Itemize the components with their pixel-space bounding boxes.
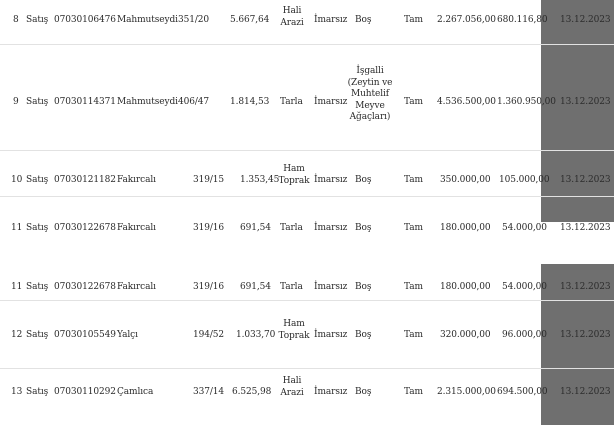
land-quality: Tarla	[280, 223, 303, 233]
estimated-value: 320.000,00	[440, 330, 491, 340]
occupancy: Boş	[355, 330, 372, 340]
estimated-value: 350.000,00	[440, 175, 491, 185]
occupancy: Boş	[355, 387, 372, 397]
occupancy: İşgalli (Zeytin ve Muhtelif Meyve Ağaçları)	[347, 66, 393, 122]
row-number: 9	[13, 97, 19, 107]
ada-number: 07030122678	[54, 223, 116, 233]
share: Tam	[404, 387, 423, 397]
auction-date: 13.12.2023	[560, 282, 611, 292]
parcel: 351/20	[178, 15, 210, 25]
occupancy: Boş	[355, 15, 372, 25]
estimated-value: 180.000,00	[440, 223, 491, 233]
land-quality: Hali Arazi	[280, 6, 304, 28]
estimated-value: 2.315.000,00	[437, 387, 496, 397]
guarantee: 1.360.950,00	[497, 97, 556, 107]
zoning: İmarsız	[314, 15, 348, 25]
area: 1.353,45	[240, 175, 280, 185]
auction-date: 13.12.2023	[560, 175, 611, 185]
guarantee: 96.000,00	[502, 330, 547, 340]
auction-date: 13.12.2023	[560, 15, 611, 25]
auction-date: 13.12.2023	[560, 387, 611, 397]
share: Tam	[404, 97, 423, 107]
ada-number: 07030105549	[54, 330, 116, 340]
parcel: 319/16	[193, 223, 225, 233]
zoning: İmarsız	[314, 387, 348, 397]
guarantee: 680.116,80	[497, 15, 548, 25]
neighborhood: Fakırcalı	[117, 223, 156, 233]
ada-number: 07030121182	[54, 175, 116, 185]
area: 691,54	[240, 282, 271, 292]
ada-number: 07030122678	[54, 282, 116, 292]
share: Tam	[404, 15, 423, 25]
area: 1.033,70	[236, 330, 276, 340]
ada-number: 07030110292	[54, 387, 116, 397]
area: 6.525,98	[232, 387, 272, 397]
occupancy: Boş	[355, 282, 372, 292]
zoning: İmarsız	[314, 175, 348, 185]
guarantee: 54.000,00	[502, 223, 547, 233]
transaction-type: Satış	[26, 15, 49, 25]
transaction-type: Satış	[26, 175, 49, 185]
row-divider	[0, 300, 614, 301]
parcel: 319/15	[193, 175, 225, 185]
land-quality: Hali Arazi	[280, 376, 304, 398]
occupancy: Boş	[355, 223, 372, 233]
zoning: İmarsız	[314, 223, 348, 233]
land-quality: Ham Toprak	[278, 319, 310, 341]
parcel: 337/14	[193, 387, 225, 397]
zoning: İmarsız	[314, 97, 348, 107]
land-quality: Tarla	[280, 97, 303, 107]
guarantee: 694.500,00	[497, 387, 548, 397]
zoning: İmarsız	[314, 282, 348, 292]
estimated-value: 4.536.500,00	[437, 97, 496, 107]
transaction-type: Satış	[26, 387, 49, 397]
estimated-value: 180.000,00	[440, 282, 491, 292]
guarantee: 105.000,00	[499, 175, 550, 185]
neighborhood: Yalçı	[117, 330, 138, 340]
parcel: 319/16	[193, 282, 225, 292]
row-divider	[0, 44, 614, 45]
row-number: 8	[13, 15, 19, 25]
auction-date: 13.12.2023	[560, 330, 611, 340]
neighborhood: Fakırcalı	[117, 175, 156, 185]
neighborhood: Mahmutseydi	[117, 97, 178, 107]
zoning: İmarsız	[314, 330, 348, 340]
auction-date: 13.12.2023	[560, 97, 611, 107]
date-column-shading-top	[541, 0, 614, 222]
land-quality: Ham Toprak	[278, 164, 310, 186]
transaction-type: Satış	[26, 330, 49, 340]
row-number: 10	[11, 175, 23, 185]
row-number: 11	[11, 282, 23, 292]
row-number: 12	[11, 330, 23, 340]
estimated-value: 2.267.056,00	[437, 15, 496, 25]
share: Tam	[404, 282, 423, 292]
row-number: 11	[11, 223, 23, 233]
share: Tam	[404, 223, 423, 233]
row-divider	[0, 196, 614, 197]
occupancy: Boş	[355, 175, 372, 185]
share: Tam	[404, 175, 423, 185]
transaction-type: Satış	[26, 282, 49, 292]
neighborhood: Çamlıca	[117, 387, 154, 397]
parcel: 406/47	[178, 97, 210, 107]
transaction-type: Satış	[26, 223, 49, 233]
neighborhood: Mahmutseydi	[117, 15, 178, 25]
row-divider	[0, 150, 614, 151]
area: 5.667,64	[230, 15, 270, 25]
area: 1.814,53	[230, 97, 270, 107]
area: 691,54	[240, 223, 271, 233]
ada-number: 07030114371	[54, 97, 116, 107]
transaction-type: Satış	[26, 97, 49, 107]
share: Tam	[404, 330, 423, 340]
row-number: 13	[11, 387, 23, 397]
neighborhood: Fakırcalı	[117, 282, 156, 292]
parcel: 194/52	[193, 330, 225, 340]
auction-date: 13.12.2023	[560, 223, 611, 233]
land-quality: Tarla	[280, 282, 303, 292]
guarantee: 54.000,00	[502, 282, 547, 292]
row-divider	[0, 368, 614, 369]
ada-number: 07030106476	[54, 15, 116, 25]
